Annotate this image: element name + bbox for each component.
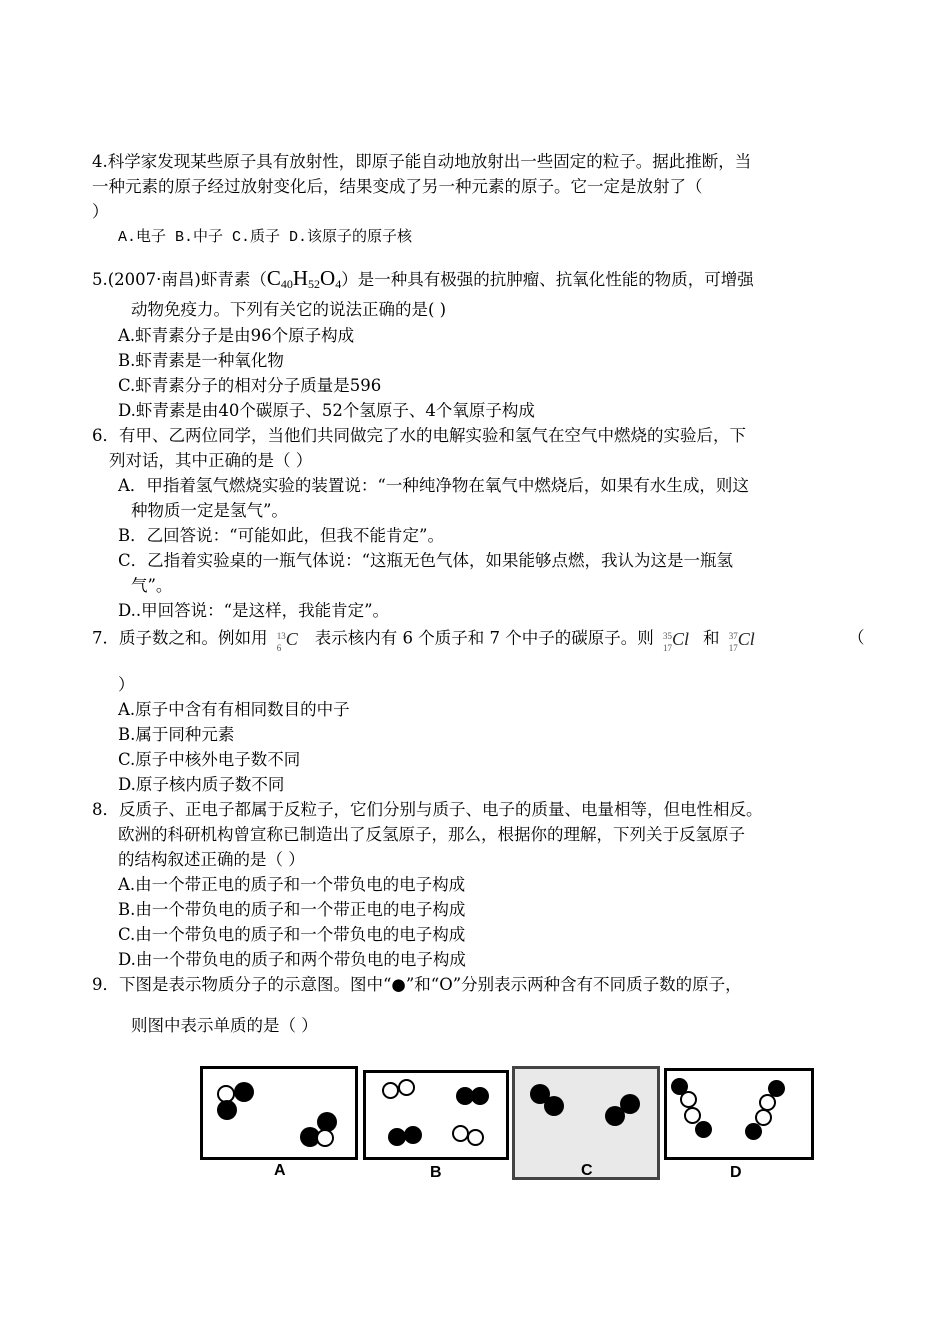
q8-line-2: 欧洲的科研机构曾宣称已制造出了反氢原子，那么，根据你的理解，下列关于反氢原子 <box>118 825 745 844</box>
q4-options: A.电子 B.中子 C.质子 D.该原子的原子核 <box>118 229 413 246</box>
white-atom <box>398 1079 415 1096</box>
q8-line-3: 的结构叙述正确的是（ ） <box>118 850 305 869</box>
chlorine-37-notation <box>725 627 769 651</box>
isotope-mass-number: 13 <box>276 631 286 641</box>
isotope-mass-number: 35 <box>662 631 672 641</box>
white-atom <box>467 1129 484 1146</box>
q6-option-c-line-2: 气”。 <box>131 576 173 595</box>
q5-formula <box>267 266 341 290</box>
q6-line-2: 列对话，其中正确的是（ ） <box>109 451 313 470</box>
q6-line-1: 6．有甲、乙两位同学，当他们共同做完了水的电解实验和氢气在空气中燃烧的实验后，下 <box>92 426 746 445</box>
q8-line-1: 8．反质子、正电子都属于反粒子，它们分别与质子、电子的质量、电量相等，但电性相反。 <box>92 800 763 819</box>
isotope-atomic-number: 17 <box>728 643 738 653</box>
black-atom <box>544 1096 564 1116</box>
isotope-symbol: Cl <box>737 629 755 649</box>
q7-part-2: 表示核内有 6 个质子和 7 个中子的碳原子。则 <box>314 628 654 648</box>
isotope-symbol: C <box>285 629 298 649</box>
q5-suffix: ）是一种具有极强的抗肿瘤、抗氧化性能的物质，可增强 <box>341 270 754 289</box>
figure-label-d: D <box>730 1164 742 1181</box>
q7-and: 和 <box>702 628 720 648</box>
q6-option-b: B．乙回答说：“可能如此，但我不能肯定”。 <box>118 526 444 545</box>
chlorine-35-notation <box>659 627 703 651</box>
figure-label-b: B <box>430 1164 442 1181</box>
q7-option-a: A.原子中含有有相同数目的中子 <box>118 700 350 719</box>
molecule-box-a <box>200 1066 358 1160</box>
white-atom <box>316 1129 334 1147</box>
q4-line-2: 一种元素的原子经过放射变化后，结果变成了另一种元素的原子。它一定是放射了（ <box>92 177 703 196</box>
q8-option-a: A.由一个带正电的质子和一个带负电的电子构成 <box>118 875 466 894</box>
q4-line-3: ） <box>92 202 109 221</box>
q7-paren-close: ） <box>118 675 135 694</box>
q8-option-c: C.由一个带负电的质子和一个带负电的电子构成 <box>118 925 466 944</box>
white-atom <box>680 1091 697 1108</box>
formula-h: H <box>292 266 309 290</box>
q7-part-1: 7．质子数之和。例如用 <box>92 628 268 648</box>
q6-option-a-line-1: A．甲指着氢气燃烧实验的装置说：“一种纯净物在氧气中燃烧后，如果有水生成，则这 <box>118 476 749 495</box>
q7-line-1 <box>92 627 769 651</box>
q5-option-c: C.虾青素分子的相对分子质量是596 <box>118 376 382 395</box>
q9-line-1: 9．下图是表示物质分子的示意图。图中“●”和“O”分别表示两种含有不同质子数的原子， <box>92 975 742 994</box>
black-atom <box>695 1121 712 1138</box>
formula-h-count: 52 <box>308 277 321 291</box>
q5-line-2: 动物免疫力。下列有关它的说法正确的是( ) <box>131 300 447 319</box>
q7-paren-open: （ <box>848 628 865 647</box>
q6-option-a-line-2: 种物质一定是氢气”。 <box>131 501 288 520</box>
formula-o: O <box>320 266 336 290</box>
black-atom <box>745 1123 762 1140</box>
black-atom <box>217 1100 237 1120</box>
formula-c-count: 40 <box>280 277 293 291</box>
figure-label-a: A <box>274 1162 286 1179</box>
isotope-mass-number: 37 <box>728 631 738 641</box>
q7-option-d: D.原子核内质子数不同 <box>118 775 285 794</box>
molecule-box-b <box>363 1070 509 1160</box>
q6-option-c-line-1: C．乙指着实验桌的一瓶气体说：“这瓶无色气体，如果能够点燃，我认为这是一瓶氢 <box>118 551 734 570</box>
white-atom <box>382 1082 399 1099</box>
formula-c: C <box>266 266 281 290</box>
isotope-atomic-number: 6 <box>276 643 282 653</box>
q5-option-b: B.虾青素是一种氧化物 <box>118 351 284 370</box>
isotope-atomic-number: 17 <box>662 643 672 653</box>
formula-o-count: 4 <box>335 277 342 291</box>
q5-line-1 <box>92 267 754 295</box>
figure-label-c: C <box>581 1162 593 1179</box>
q5-prefix: 5.(2007·南昌)虾青素（ <box>92 270 267 289</box>
q5-option-a: A.虾青素分子是由96个原子构成 <box>118 326 355 345</box>
carbon-isotope-notation <box>273 627 315 651</box>
q8-option-d: D.由一个带负电的质子和两个带负电的电子构成 <box>118 950 466 969</box>
molecule-diagram <box>198 1064 816 1184</box>
q6-option-d: D..甲回答说：“是这样，我能肯定”。 <box>118 601 390 620</box>
q7-option-b: B.属于同种元素 <box>118 725 235 744</box>
black-atom <box>605 1106 625 1126</box>
q4-line-1: 4.科学家发现某些原子具有放射性，即原子能自动地放射出一些固定的粒子。据此推断，当 <box>92 152 752 171</box>
molecule-box-d <box>664 1068 814 1160</box>
isotope-symbol: Cl <box>671 629 689 649</box>
q9-line-2: 则图中表示单质的是（ ） <box>131 1016 318 1035</box>
q7-option-c: C.原子中核外电子数不同 <box>118 750 301 769</box>
q5-option-d: D.虾青素是由40个碳原子、52个氢原子、4个氧原子构成 <box>118 401 535 420</box>
black-atom <box>234 1082 254 1102</box>
q8-option-b: B.由一个带负电的质子和一个带正电的电子构成 <box>118 900 466 919</box>
black-atom <box>471 1087 489 1105</box>
black-atom <box>404 1126 422 1144</box>
